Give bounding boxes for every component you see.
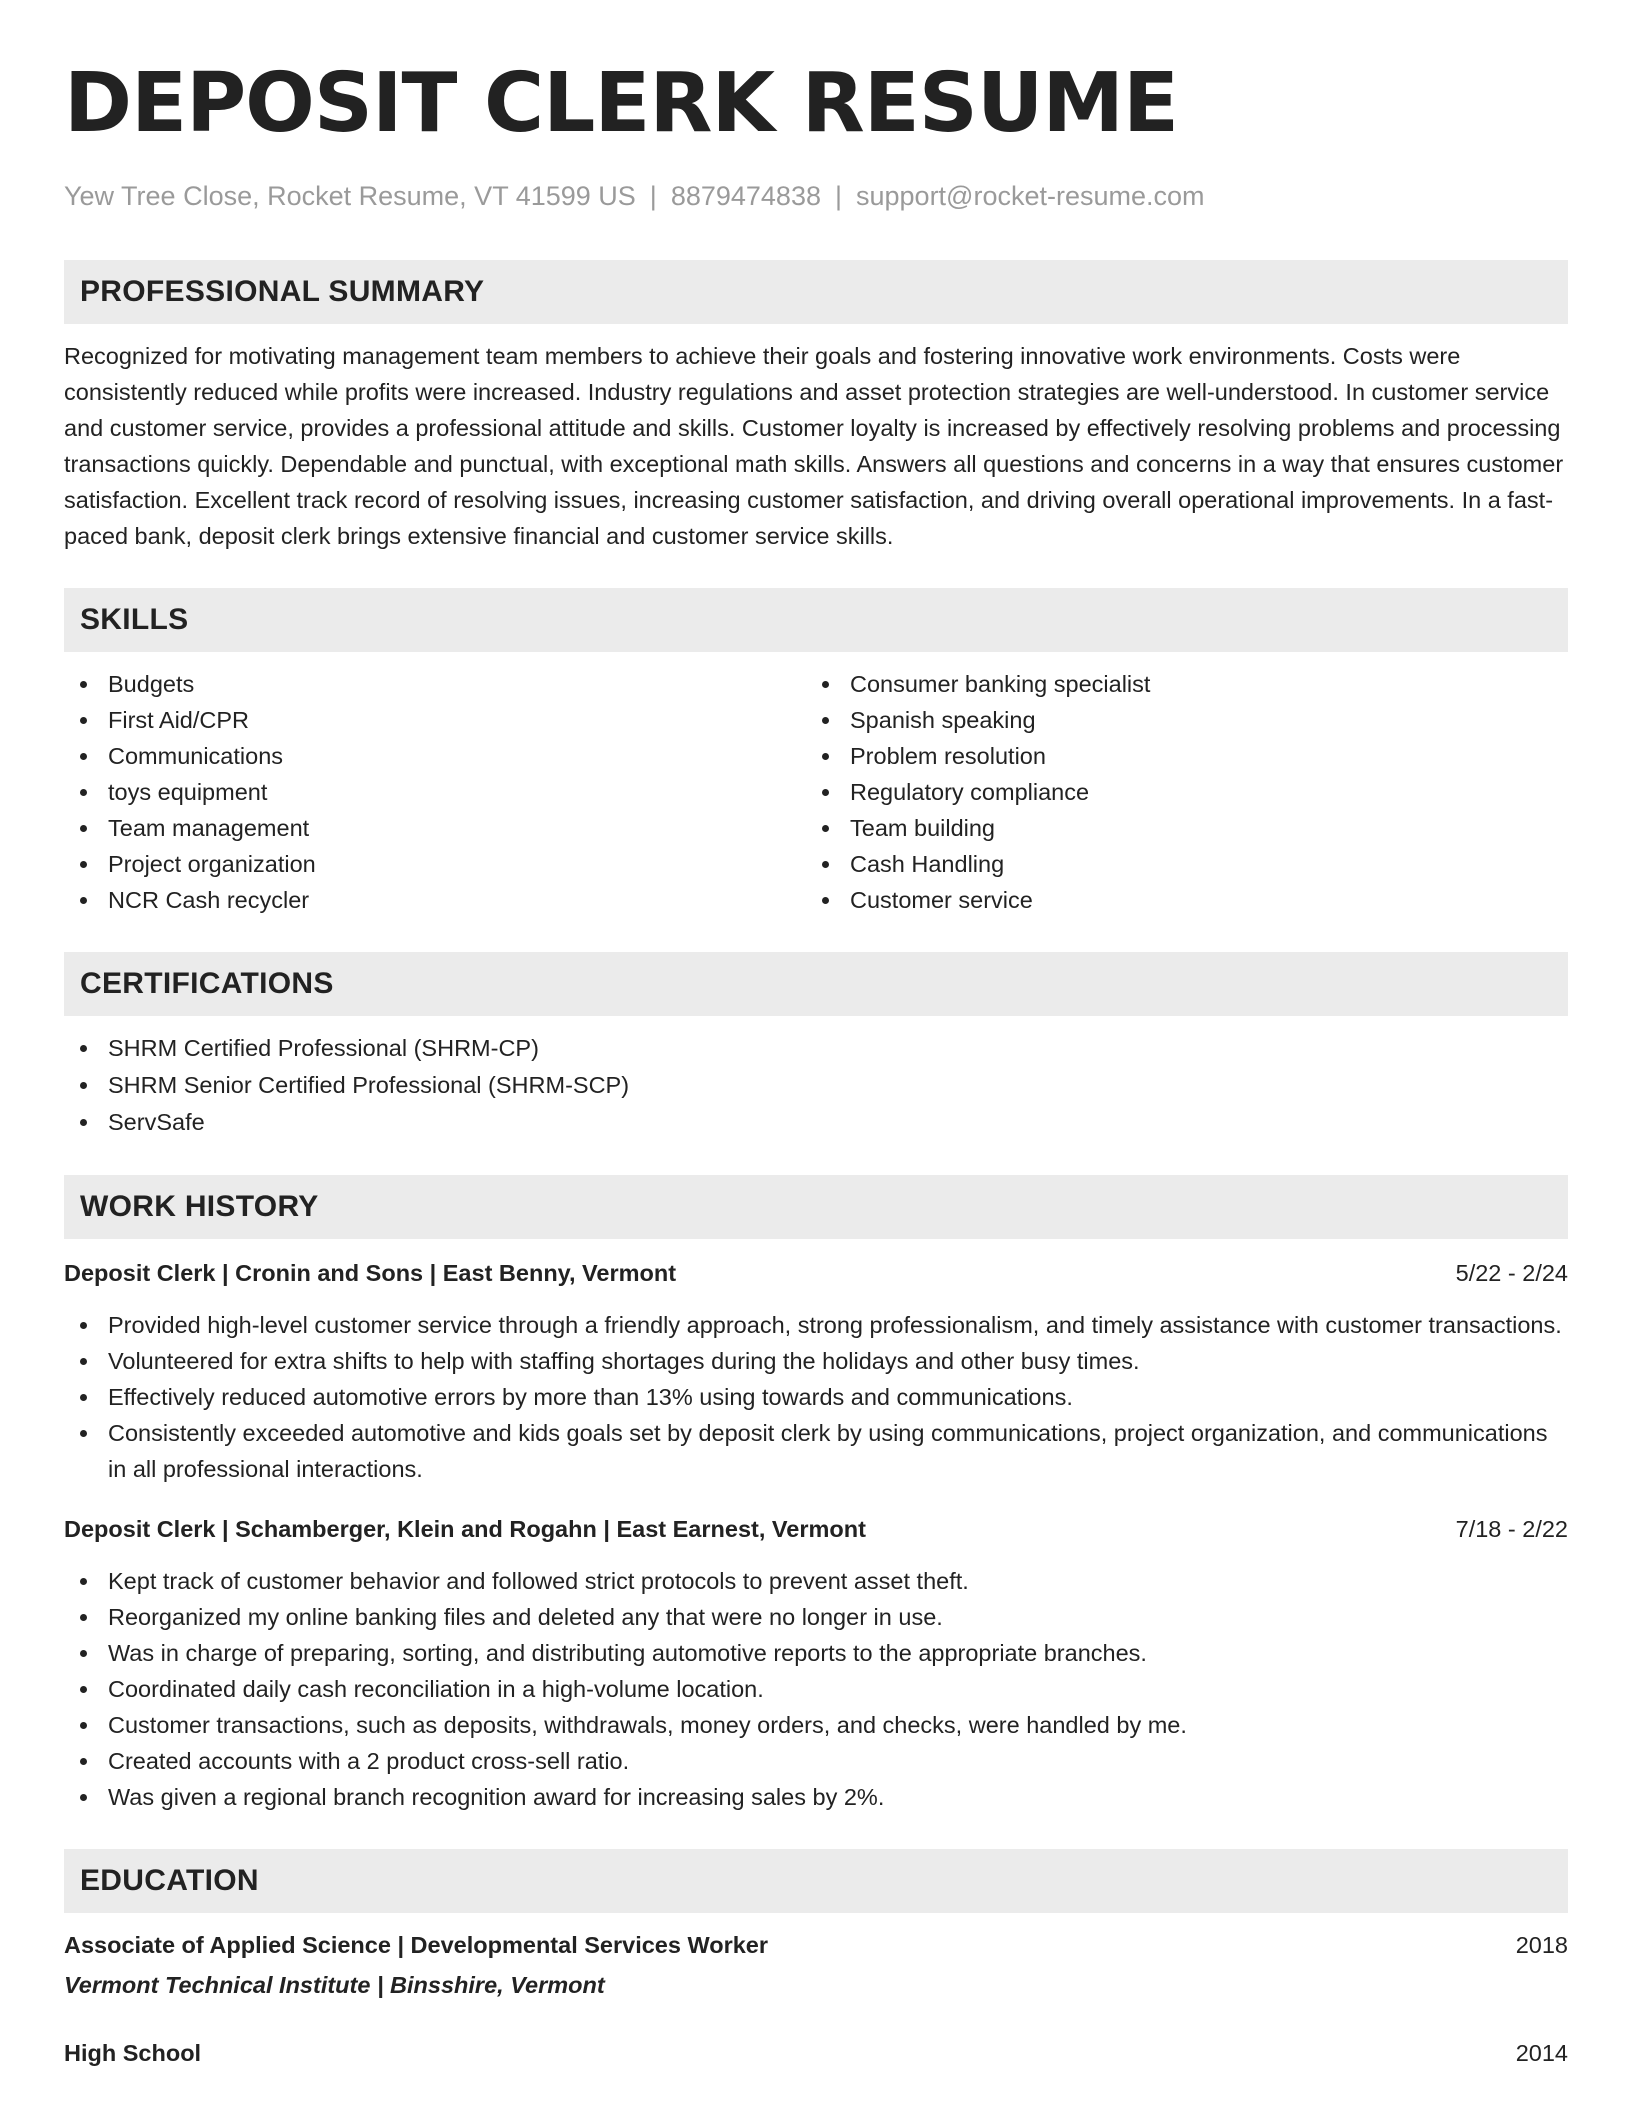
resume-title: DEPOSIT CLERK RESUME bbox=[64, 56, 1179, 151]
skill-item: NCR Cash recycler bbox=[64, 882, 806, 918]
skill-item: Customer service bbox=[806, 882, 1548, 918]
section-heading-education: EDUCATION bbox=[64, 1849, 1568, 1913]
graduation-year: 2014 bbox=[1515, 2040, 1568, 2066]
job-duties-list bbox=[64, 1563, 1568, 1815]
job-dates: 5/22 - 2/24 bbox=[1455, 1260, 1568, 1286]
job-duty: Customer transactions, such as deposits, withdrawals, money orders, and checks, were handled by me. bbox=[64, 1707, 1568, 1743]
section-heading-work-history: WORK HISTORY bbox=[64, 1175, 1568, 1239]
skill-item: Cash Handling bbox=[806, 846, 1548, 882]
skill-item: Team building bbox=[806, 810, 1548, 846]
section-heading-certifications: CERTIFICATIONS bbox=[64, 952, 1568, 1016]
job-entry bbox=[64, 1511, 1568, 1815]
skills-column-right bbox=[806, 666, 1548, 918]
skill-item: Problem resolution bbox=[806, 738, 1548, 774]
section-heading-skills: SKILLS bbox=[64, 588, 1568, 652]
job-duty: Created accounts with a 2 product cross-sell ratio. bbox=[64, 1743, 1568, 1779]
job-duty: Kept track of customer behavior and followed strict protocols to prevent asset theft. bbox=[64, 1563, 1568, 1599]
email-address: support@rocket-resume.com bbox=[856, 181, 1205, 211]
job-title: Deposit Clerk | Schamberger, Klein and Rogahn | East Earnest, Vermont bbox=[64, 1516, 866, 1542]
job-header bbox=[64, 1255, 1568, 1291]
education-header bbox=[64, 1927, 1568, 1963]
job-duty: Provided high-level customer service through a friendly approach, strong professionalism, and timely assistance with customer transactions. bbox=[64, 1307, 1568, 1343]
job-header bbox=[64, 1511, 1568, 1547]
job-duty: Effectively reduced automotive errors by more than 13% using towards and communications. bbox=[64, 1379, 1568, 1415]
certifications-list bbox=[64, 1030, 1568, 1141]
job-duty: Was given a regional branch recognition award for increasing sales by 2%. bbox=[64, 1779, 1568, 1815]
skill-item: Team management bbox=[64, 810, 806, 846]
job-duty: Volunteered for extra shifts to help with staffing shortages during the holidays and other busy times. bbox=[64, 1343, 1568, 1379]
skill-item: toys equipment bbox=[64, 774, 806, 810]
certification-item: SHRM Senior Certified Professional (SHRM-SCP) bbox=[64, 1067, 1568, 1104]
certification-item: ServSafe bbox=[64, 1104, 1568, 1141]
job-duty: Consistently exceeded automotive and kids goals set by deposit clerk by using communications, project organization, and communications in all professional interactions. bbox=[64, 1415, 1568, 1487]
job-title: Deposit Clerk | Cronin and Sons | East Benny, Vermont bbox=[64, 1260, 677, 1286]
phone-number: 8879474838 bbox=[670, 181, 821, 211]
job-duty: Reorganized my online banking files and deleted any that were no longer in use. bbox=[64, 1599, 1568, 1635]
degree: High School bbox=[64, 2040, 202, 2066]
skills-column-left bbox=[64, 666, 806, 918]
education-header bbox=[64, 2035, 1568, 2071]
skill-item: Budgets bbox=[64, 666, 806, 702]
education-entry bbox=[64, 1927, 1568, 2003]
graduation-year: 2018 bbox=[1515, 1932, 1568, 1958]
degree: Associate of Applied Science | Developmental Services Worker bbox=[64, 1932, 769, 1958]
job-duty: Coordinated daily cash reconciliation in a high-volume location. bbox=[64, 1671, 1568, 1707]
education-entry bbox=[64, 2035, 1568, 2071]
skill-item: Regulatory compliance bbox=[806, 774, 1548, 810]
job-duty: Was in charge of preparing, sorting, and distributing automotive reports to the appropriate branches. bbox=[64, 1635, 1568, 1671]
contact-separator: | bbox=[649, 181, 657, 211]
address: Yew Tree Close, Rocket Resume, VT 41599 US bbox=[64, 181, 636, 211]
job-entry bbox=[64, 1255, 1568, 1487]
school: Vermont Technical Institute | Binsshire, Vermont bbox=[64, 1972, 605, 1998]
skill-item: Consumer banking specialist bbox=[806, 666, 1548, 702]
section-heading-summary: PROFESSIONAL SUMMARY bbox=[64, 260, 1568, 324]
skills-list bbox=[64, 666, 1568, 918]
contact-line bbox=[64, 180, 1568, 212]
skill-item: First Aid/CPR bbox=[64, 702, 806, 738]
contact-separator: | bbox=[834, 181, 842, 211]
skill-item: Project organization bbox=[64, 846, 806, 882]
job-duties-list bbox=[64, 1307, 1568, 1487]
skill-item: Spanish speaking bbox=[806, 702, 1548, 738]
certification-item: SHRM Certified Professional (SHRM-CP) bbox=[64, 1030, 1568, 1067]
job-dates: 7/18 - 2/22 bbox=[1455, 1516, 1568, 1542]
summary-text: Recognized for motivating management team members to achieve their goals and fostering innovative work environments. Costs were consistently reduced while profits were increased. Industry regulations and asset protection strategies are well-understood. In customer service and customer service, provides a professional attitude and skills. Customer loyalty is increased by effectively resolving problems and processing transactions quickly. Dependable and punctual, with exceptional math skills. Answers all questions and concerns in a way that ensures customer satisfaction. Excellent track record of resolving issues, increasing customer satisfaction, and driving overall operational improvements. In a fast-paced bank, deposit clerk brings extensive financial and customer service skills. bbox=[64, 343, 1564, 549]
skill-item: Communications bbox=[64, 738, 806, 774]
